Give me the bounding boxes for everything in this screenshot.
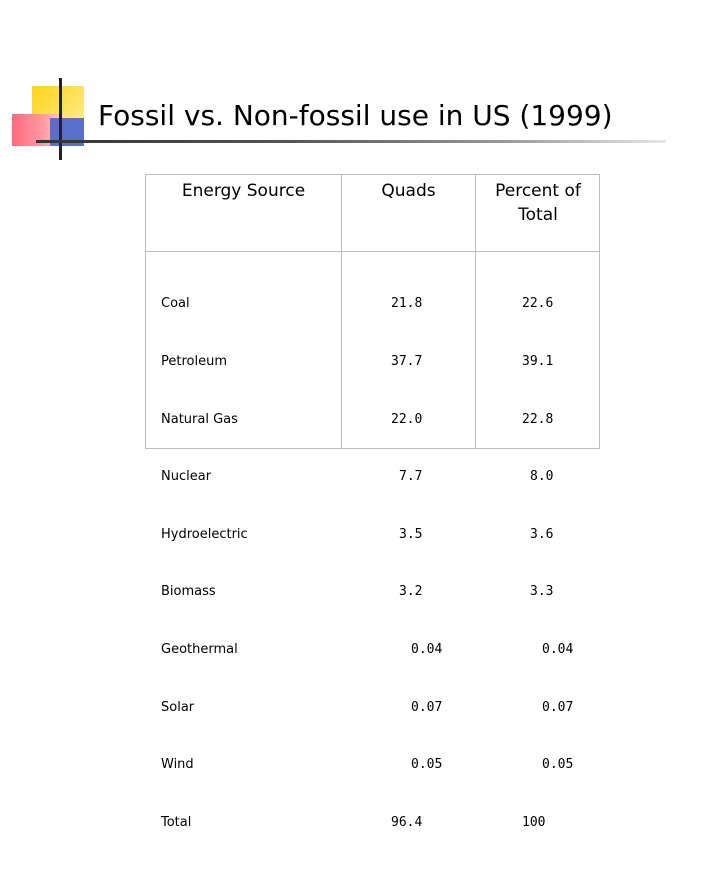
- source-cell: Biomass: [161, 584, 216, 600]
- quads-cell: 0.07: [411, 699, 443, 715]
- quads-cell: 96.4: [391, 814, 423, 830]
- percent-cell: 100: [522, 814, 546, 830]
- percent-cell: 0.04: [542, 641, 574, 657]
- column-divider: [341, 175, 342, 448]
- source-cell: Wind: [161, 757, 194, 773]
- header-quads: Quads: [381, 181, 436, 201]
- source-cell: Total: [161, 814, 192, 830]
- header-energy-source: Energy Source: [181, 181, 306, 201]
- source-cell: Petroleum: [161, 354, 227, 369]
- quads-cell: 7.7: [399, 469, 423, 485]
- quads-cell: 21.8: [391, 296, 423, 312]
- title-underline: [36, 140, 666, 143]
- header-percent-line2: Total: [518, 205, 558, 225]
- source-cell: Coal: [161, 296, 190, 312]
- header-percent: [476, 179, 600, 227]
- quads-cell: 3.2: [399, 584, 423, 600]
- percent-cell: 22.6: [522, 296, 554, 312]
- quads-cell: 22.0: [391, 411, 423, 427]
- header-percent-line1: Percent of: [495, 181, 581, 201]
- source-cell: Geothermal: [161, 641, 238, 657]
- energy-table: [145, 174, 600, 830]
- percent-cell: 3.6: [530, 526, 554, 542]
- quads-cell: 3.5: [399, 526, 423, 542]
- percent-cell: 0.07: [542, 699, 574, 715]
- header-divider: [146, 251, 599, 252]
- quads-cell: 0.04: [411, 641, 443, 657]
- percent-cell: 8.0: [530, 469, 554, 485]
- source-cell: Hydroelectric: [161, 526, 248, 542]
- quads-cell: 0.05: [411, 757, 443, 773]
- slide-title: Fossil vs. Non-fossil use in US (1999): [98, 99, 613, 132]
- source-cell: Natural Gas: [161, 411, 238, 427]
- percent-cell: 3.3: [530, 584, 554, 600]
- source-cell: Solar: [161, 699, 195, 715]
- percent-cell: 39.1: [522, 354, 554, 369]
- percent-cell: 0.05: [542, 757, 574, 773]
- energy-source-column: [161, 256, 248, 870]
- percent-cell: 22.8: [522, 411, 554, 427]
- percent-column: [522, 256, 573, 870]
- source-cell: Nuclear: [161, 469, 212, 485]
- quads-cell: 37.7: [391, 354, 423, 369]
- ornament-vertical-line: [59, 78, 62, 160]
- quads-column: [391, 256, 442, 870]
